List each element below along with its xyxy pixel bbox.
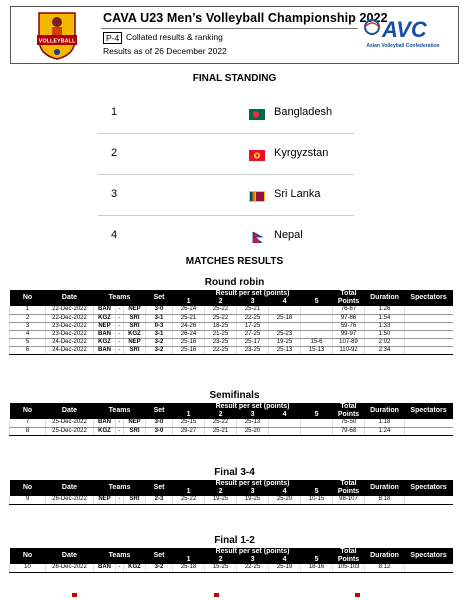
- column-header-set-5: 5: [301, 488, 333, 496]
- column-header-set-1: 1: [173, 488, 205, 496]
- total-label: Total: [340, 548, 357, 555]
- document-header: [10, 6, 459, 64]
- cell-set-1: 25-22: [173, 496, 205, 504]
- cell-set-2: 25-21: [205, 427, 237, 435]
- column-header-no: No: [10, 480, 46, 496]
- cell-team-2: KGZ: [124, 564, 146, 572]
- column-header-set-2: 2: [205, 411, 237, 419]
- cell-team-2: SRI: [124, 346, 146, 354]
- section-title-final-3-4: Final 3-4: [214, 467, 255, 478]
- column-header-set-2: 2: [205, 556, 237, 564]
- cell-set-2: 25-22: [205, 419, 237, 427]
- cell-no: 6: [10, 346, 46, 354]
- column-header-set-1: 1: [173, 298, 205, 306]
- cell-set-2: 18-25: [205, 322, 237, 330]
- column-header-set-5: 5: [301, 298, 333, 306]
- column-header-total: [333, 480, 365, 496]
- cell-set-1: 24-26: [173, 322, 205, 330]
- column-header-spectators: Spectators: [405, 290, 453, 306]
- cell-no: 7: [10, 419, 46, 427]
- cell-set-1: 25-21: [173, 314, 205, 322]
- cell-team-2: NEP: [124, 338, 146, 346]
- cell-set-4: 25-20: [269, 496, 301, 504]
- cell-set-3: 25-20: [237, 427, 269, 435]
- cell-date: 25-Dec-2022: [46, 427, 94, 435]
- cell-set-3: 25-13: [237, 419, 269, 427]
- cell-team-1: BAN: [94, 330, 116, 338]
- cell-set-4: 25-13: [269, 346, 301, 354]
- cell-dash: -: [116, 496, 124, 504]
- cell-total-points: 105-103: [333, 564, 365, 572]
- column-header-result-per-set: Result per set (points): [173, 480, 333, 488]
- cell-team-1: BAN: [94, 346, 116, 354]
- cell-set-5: [301, 419, 333, 427]
- match-row: [10, 346, 453, 354]
- cell-date: 24-Dec-2022: [46, 338, 94, 346]
- cell-spectators: [405, 322, 453, 330]
- column-header-set-3: 3: [237, 411, 269, 419]
- cell-spectators: [405, 338, 453, 346]
- cell-set-1: 25-16: [173, 346, 205, 354]
- cell-total-points: 75-50: [333, 419, 365, 427]
- cell-spectators: [405, 314, 453, 322]
- kyrgyzstan-flag-icon: [249, 148, 265, 159]
- column-header-set-3: 3: [237, 298, 269, 306]
- cell-duration: 1:18: [365, 419, 405, 427]
- cell-total-points: 76-67: [333, 306, 365, 314]
- cell-set-1: 26-24: [173, 330, 205, 338]
- column-header-teams: Teams: [94, 403, 146, 419]
- matches-results-title: MATCHES RESULTS: [185, 256, 284, 267]
- cell-date: 26-Dec-2022: [46, 564, 94, 572]
- column-header-set-4: 4: [269, 298, 301, 306]
- cell-set-5: 10-15: [301, 496, 333, 504]
- cell-spectators: [405, 330, 453, 338]
- document-code: P-4: [103, 32, 122, 44]
- cell-set-2: 25-22: [205, 306, 237, 314]
- cell-set-score: 3-1: [146, 314, 173, 322]
- cell-duration: 2:02: [365, 338, 405, 346]
- column-header-set: Set: [146, 548, 173, 564]
- cell-set-4: [269, 322, 301, 330]
- standing-rank: 1: [111, 106, 118, 118]
- cell-dash: -: [116, 314, 124, 322]
- cell-date: 22-Dec-2022: [46, 306, 94, 314]
- cell-set-3: 17-25: [237, 322, 269, 330]
- column-header-set: Set: [146, 290, 173, 306]
- footer-marks: [0, 593, 469, 600]
- results-table: [9, 290, 453, 355]
- standing-row: [98, 134, 354, 175]
- results-table: [9, 480, 453, 505]
- standing-country: Sri Lanka: [274, 188, 321, 200]
- column-header-set-3: 3: [237, 556, 269, 564]
- cell-date: 23-Dec-2022: [46, 330, 94, 338]
- points-label: Points: [337, 298, 360, 305]
- cell-team-1: BAN: [94, 419, 116, 427]
- column-header-spectators: Spectators: [405, 548, 453, 564]
- cell-total-points: 59-76: [333, 322, 365, 330]
- cell-date: 26-Dec-2022: [46, 496, 94, 504]
- cell-set-5: [301, 427, 333, 435]
- cell-set-3: 27-25: [237, 330, 269, 338]
- cell-total-points: 79-68: [333, 427, 365, 435]
- title-divider: [101, 28, 358, 29]
- nepal-flag-icon: [249, 230, 265, 241]
- match-row: [10, 306, 453, 314]
- cell-date: 25-Dec-2022: [46, 419, 94, 427]
- column-header-date: Date: [46, 290, 94, 306]
- cell-set-5: [301, 306, 333, 314]
- points-label: Points: [337, 556, 360, 563]
- cell-set-4: 25-19: [269, 564, 301, 572]
- column-header-teams: Teams: [94, 480, 146, 496]
- cell-set-1: 25-18: [173, 564, 205, 572]
- standing-row: [98, 175, 354, 216]
- cell-team-1: KGZ: [94, 427, 116, 435]
- cell-set-4: [269, 419, 301, 427]
- final-standing-title: FINAL STANDING: [192, 73, 277, 84]
- column-header-set-3: 3: [237, 488, 269, 496]
- total-label: Total: [340, 480, 357, 487]
- column-header-set-5: 5: [301, 556, 333, 564]
- cell-no: 10: [10, 564, 46, 572]
- cell-set-score: 3-0: [146, 306, 173, 314]
- cell-duration: 8:18: [365, 496, 405, 504]
- standing-row: [98, 216, 354, 257]
- column-header-no: No: [10, 548, 46, 564]
- cell-set-4: [269, 427, 301, 435]
- cell-set-5: [301, 314, 333, 322]
- cell-dash: -: [116, 330, 124, 338]
- section-title-semifinals: Semifinals: [209, 390, 260, 401]
- cell-team-1: KGZ: [94, 338, 116, 346]
- cell-set-score: 3-0: [146, 419, 173, 427]
- column-header-spectators: Spectators: [405, 403, 453, 419]
- cell-total-points: 98-107: [333, 496, 365, 504]
- column-header-set-4: 4: [269, 411, 301, 419]
- column-header-result-per-set: Result per set (points): [173, 290, 333, 298]
- column-header-result-per-set: Result per set (points): [173, 403, 333, 411]
- cell-set-score: 3-1: [146, 330, 173, 338]
- cell-set-score: 3-2: [146, 338, 173, 346]
- cell-set-4: 25-18: [269, 314, 301, 322]
- cell-spectators: [405, 419, 453, 427]
- cell-set-1: 25-15: [173, 419, 205, 427]
- cell-team-1: NEP: [94, 322, 116, 330]
- results-table: [9, 403, 453, 436]
- cell-set-5: [301, 322, 333, 330]
- cell-set-5: 18-16: [301, 564, 333, 572]
- section-title-round-robin: Round robin: [204, 277, 265, 288]
- cell-date: 24-Dec-2022: [46, 346, 94, 354]
- cell-dash: -: [116, 306, 124, 314]
- cell-spectators: [405, 427, 453, 435]
- cell-team-1: NEP: [94, 496, 116, 504]
- cell-total-points: 97-86: [333, 314, 365, 322]
- cell-set-score: 3-0: [146, 427, 173, 435]
- column-header-no: No: [10, 403, 46, 419]
- column-header-duration: Duration: [365, 480, 405, 496]
- match-row: [10, 427, 453, 435]
- total-label: Total: [340, 403, 357, 410]
- cell-set-3: 19-25: [237, 496, 269, 504]
- standing-rank: 2: [111, 147, 118, 159]
- match-row: [10, 314, 453, 322]
- column-header-set-2: 2: [205, 298, 237, 306]
- cell-set-score: 2-3: [146, 496, 173, 504]
- document-subtitle: Collated results & ranking: [126, 32, 223, 42]
- column-header-teams: Teams: [94, 290, 146, 306]
- column-header-duration: Duration: [365, 290, 405, 306]
- column-header-set-5: 5: [301, 411, 333, 419]
- column-header-set-1: 1: [173, 556, 205, 564]
- cell-spectators: [405, 346, 453, 354]
- column-header-teams: Teams: [94, 548, 146, 564]
- cell-set-1: 29-27: [173, 427, 205, 435]
- column-header-set: Set: [146, 403, 173, 419]
- cell-set-1: 25-16: [173, 338, 205, 346]
- column-header-duration: Duration: [365, 403, 405, 419]
- section-title-final-1-2: Final 1-2: [214, 535, 255, 546]
- cell-dash: -: [116, 419, 124, 427]
- match-row: [10, 564, 453, 572]
- avc-logo-text: AVC: [382, 17, 427, 42]
- cell-dash: -: [116, 346, 124, 354]
- cell-no: 3: [10, 322, 46, 330]
- cell-spectators: [405, 496, 453, 504]
- cell-no: 4: [10, 330, 46, 338]
- cell-set-score: 3-2: [146, 564, 173, 572]
- cell-dash: -: [116, 322, 124, 330]
- cell-duration: 1:54: [365, 314, 405, 322]
- column-header-set-4: 4: [269, 488, 301, 496]
- cell-duration: 1:26: [365, 306, 405, 314]
- cell-total-points: 107-89: [333, 338, 365, 346]
- match-row: [10, 338, 453, 346]
- cell-spectators: [405, 306, 453, 314]
- avc-name: Asian Volleyball Confederation: [366, 43, 440, 49]
- column-header-date: Date: [46, 403, 94, 419]
- cell-total-points: 110-92: [333, 346, 365, 354]
- cell-set-2: 21-25: [205, 330, 237, 338]
- cell-team-1: BAN: [94, 306, 116, 314]
- cell-team-2: SRI: [124, 427, 146, 435]
- cell-set-5: 15-6: [301, 338, 333, 346]
- cell-set-3: 22-25: [237, 564, 269, 572]
- column-header-set-4: 4: [269, 556, 301, 564]
- logo-text: VOLLEYBALL: [38, 38, 76, 45]
- column-header-date: Date: [46, 548, 94, 564]
- results-table: [9, 548, 453, 573]
- points-label: Points: [337, 411, 360, 418]
- cell-set-3: 22-25: [237, 314, 269, 322]
- cell-set-2: 15-25: [205, 564, 237, 572]
- column-header-no: No: [10, 290, 46, 306]
- cell-duration: 1:33: [365, 322, 405, 330]
- standing-country: Nepal: [274, 229, 303, 241]
- cell-set-5: 15-13: [301, 346, 333, 354]
- cell-team-2: SRI: [124, 496, 146, 504]
- bangladesh-flag-icon: [249, 107, 265, 118]
- standing-row: [98, 93, 354, 134]
- cell-duration: 2:34: [365, 346, 405, 354]
- cell-no: 1: [10, 306, 46, 314]
- cell-team-2: NEP: [124, 306, 146, 314]
- avc-logo: [360, 13, 446, 57]
- cell-no: 9: [10, 496, 46, 504]
- volleyball-logo: [33, 9, 81, 61]
- page-title: CAVA U23 Men’s Volleyball Championship 2022: [103, 11, 388, 25]
- cell-team-2: SRI: [124, 322, 146, 330]
- standing-country: Bangladesh: [274, 106, 333, 118]
- cell-team-2: NEP: [124, 419, 146, 427]
- cell-set-5: [301, 330, 333, 338]
- cell-duration: 1:50: [365, 330, 405, 338]
- match-row: [10, 419, 453, 427]
- cell-team-2: SRI: [124, 314, 146, 322]
- cell-spectators: [405, 564, 453, 572]
- cell-team-2: KGZ: [124, 330, 146, 338]
- total-label: Total: [340, 290, 357, 297]
- cell-duration: 8:12: [365, 564, 405, 572]
- standing-country: Kyrgyzstan: [274, 147, 329, 159]
- cell-duration: 1:24: [365, 427, 405, 435]
- cell-set-3: 25-17: [237, 338, 269, 346]
- cell-set-2: 19-25: [205, 496, 237, 504]
- cell-set-4: [269, 306, 301, 314]
- cell-set-4: 25-23: [269, 330, 301, 338]
- column-header-set-1: 1: [173, 411, 205, 419]
- cell-team-1: BAN: [94, 564, 116, 572]
- column-header-set-2: 2: [205, 488, 237, 496]
- cell-set-2: 22-25: [205, 346, 237, 354]
- sri-lanka-flag-icon: [249, 189, 265, 200]
- cell-set-3: 23-25: [237, 346, 269, 354]
- cell-no: 5: [10, 338, 46, 346]
- points-label: Points: [337, 488, 360, 495]
- cell-total-points: 99-97: [333, 330, 365, 338]
- column-header-total: [333, 290, 365, 306]
- cell-dash: -: [116, 564, 124, 572]
- cell-no: 2: [10, 314, 46, 322]
- cell-date: 23-Dec-2022: [46, 322, 94, 330]
- column-header-total: [333, 403, 365, 419]
- match-row: [10, 330, 453, 338]
- cell-set-2: 25-22: [205, 314, 237, 322]
- standing-rank: 3: [111, 188, 118, 200]
- cell-set-1: 26-24: [173, 306, 205, 314]
- cell-dash: -: [116, 427, 124, 435]
- column-header-date: Date: [46, 480, 94, 496]
- cell-set-4: 19-25: [269, 338, 301, 346]
- match-row: [10, 496, 453, 504]
- cell-dash: -: [116, 338, 124, 346]
- cell-set-score: 3-2: [146, 346, 173, 354]
- cell-team-1: KGZ: [94, 314, 116, 322]
- column-header-spectators: Spectators: [405, 480, 453, 496]
- column-header-result-per-set: Result per set (points): [173, 548, 333, 556]
- standing-rank: 4: [111, 229, 118, 241]
- cell-date: 22-Dec-2022: [46, 314, 94, 322]
- cell-set-3: 25-21: [237, 306, 269, 314]
- cell-set-score: 0-3: [146, 322, 173, 330]
- cell-no: 8: [10, 427, 46, 435]
- results-as-of: Results as of 26 December 2022: [103, 46, 227, 56]
- column-header-total: [333, 548, 365, 564]
- cell-set-2: 23-25: [205, 338, 237, 346]
- column-header-duration: Duration: [365, 548, 405, 564]
- column-header-set: Set: [146, 480, 173, 496]
- match-row: [10, 322, 453, 330]
